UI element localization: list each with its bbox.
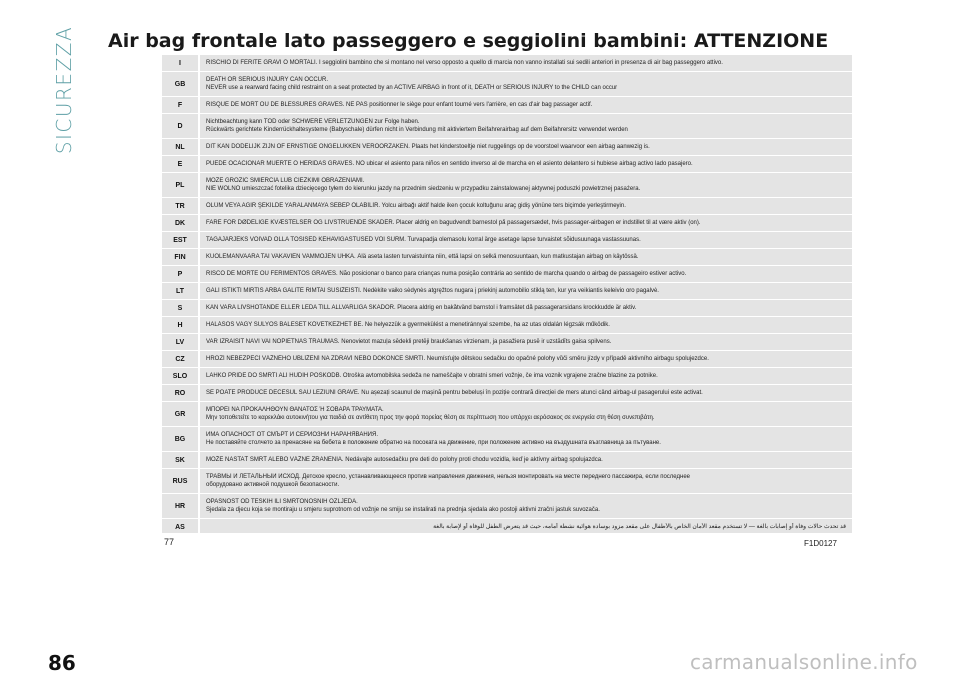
- watermark: carmanualsonline.info: [690, 650, 918, 674]
- warning-line-1: ТРАВМЫ И ЛЕТАЛЬНЫЙ ИСХОД. Детское кресло, устанавливающееся против направления движения, нельзя монтировать на месте переднего пассажира, если последнее: [206, 474, 691, 480]
- warning-line-2: Не поставяйте столчето за пренасяне на бебета в положение обратно на посоката на движение, при положение активно на въздушната възглавница за пътуване.: [206, 440, 661, 446]
- language-code: F: [162, 97, 199, 114]
- warning-line-2: Rückwärts gerichtete Kinderrückhaltesysteme (Babyschale) dürfen nicht in Verbindung mit aktiviertem Beifahrerairbag auf dem Beifahrersitz verwendet werden: [206, 127, 628, 133]
- language-code: RUS: [162, 469, 199, 494]
- warning-text: [199, 385, 852, 402]
- warning-line-2: Μην τοποθετείτε το καρεκλάκι αυτοκινήτου για παιδιά σε αντίθετη προς την φορά πορείας θέση σε περίπτωση που υπάρχει αερόσακος σε ενεργεία στη θέση συνεπιβάτη.: [206, 415, 655, 421]
- warning-text: [199, 249, 852, 266]
- language-code: PL: [162, 173, 199, 198]
- warning-text: [199, 519, 852, 534]
- warning-text: [199, 368, 852, 385]
- warning-line-1: ÖLÜM VEYA AĞIR ŞEKİLDE YARALANMAYA SEBEP OLABİLİR. Yolcu airbağı aktif halde iken çocuk koltuğunu araç gidiş yönüne ters biçimde yerleştirmeyin.: [206, 203, 626, 209]
- table-row: [162, 198, 852, 215]
- warning-text: [199, 72, 852, 97]
- language-code: HR: [162, 494, 199, 519]
- table-row: [162, 232, 852, 249]
- warning-text: [199, 198, 852, 215]
- warning-line-2: оборудовано активной подушкой безопасности.: [206, 482, 340, 488]
- language-code: I: [162, 55, 199, 72]
- warning-line-2: Sjedala za djecu koja se montiraju u smjeru suprotnom od vožnje ne smiju se instalirati na prednja sjedala ako postoji aktivni zračni jastuk suvozača.: [206, 507, 600, 513]
- table-row: [162, 317, 852, 334]
- warning-line-1: Nichtbeachtung kann TOD oder SCHWERE VERLETZUNGEN zur Folge haben.: [206, 119, 420, 125]
- language-code: NL: [162, 139, 199, 156]
- figure-number: 77: [164, 537, 175, 547]
- warning-line-1: KAN VARA LIVSHOTANDE ELLER LEDA TILL ALLVARLIGA SKADOR. Placera aldrig en bakåtvänd barnstol i framsätet då passagerarsidans krockkudde är aktiv.: [206, 305, 637, 311]
- page-heading: Air bag frontale lato passeggero e seggiolini bambini: ATTENZIONE: [108, 30, 829, 52]
- language-code: DK: [162, 215, 199, 232]
- language-code: GB: [162, 72, 199, 97]
- warning-text: [199, 351, 852, 368]
- warning-line-1: GALI IŠTIKTI MIRTIS ARBA GALITE RIMTAI SUSIŽEISTI. Nedėkite vaiko sėdynės atgręžtos nugara į priekinį automobilio stiklą ten, kur yra veikiantis keleivio oro pagalvė.: [206, 288, 659, 294]
- warning-line-1: MÔŽE NASTAŤ SMRŤ ALEBO VÁŽNE ZRANENIA. Nedávajte autosedačku pre deti do polohy proti chodu vozidla, keď je aktívny airbag spolujazdca.: [206, 457, 603, 463]
- section-label: SICUREZZA: [52, 25, 77, 155]
- warning-line-1: VAR IZRAISĪT NĀVI VAI NOPIETNAS TRAUMAS. Nenovietot mazuļa sēdekli pretēji braukšanas virzienam, ja pasažiera pusē ir uzstādīts gaisa spilvens.: [206, 339, 612, 345]
- table-row: [162, 351, 852, 368]
- warning-line-1: ИМА ОПАСНОСТ ОТ СМЪРТ И СЕРИОЗНИ НАРАНЯВАНИЯ.: [206, 432, 378, 438]
- language-code: CZ: [162, 351, 199, 368]
- table-row: [162, 368, 852, 385]
- warning-line-1: OPASNOST OD TEŠKIH ILI SMRTONOSNIH OZLJEDA.: [206, 499, 358, 505]
- table-row: [162, 72, 852, 97]
- warning-line-1: FARE FOR DØDELIGE KVÆSTELSER OG LIVSTRUENDE SKADER. Placer aldrig en bagudvendt barnestol på passagersædet, hvis passager-airbagen er indstillet til at være aktiv (on).: [206, 220, 701, 226]
- table-row: [162, 300, 852, 317]
- language-code: S: [162, 300, 199, 317]
- table-row: [162, 156, 852, 173]
- table-row: [162, 139, 852, 156]
- warning-text: [199, 97, 852, 114]
- language-code: RO: [162, 385, 199, 402]
- table-row: [162, 519, 852, 534]
- language-code: LV: [162, 334, 199, 351]
- table-row: [162, 215, 852, 232]
- language-code: P: [162, 266, 199, 283]
- table-row: [162, 249, 852, 266]
- warning-line-1: KUOLEMANVAARA TAI VAKAVIEN VAMMOJEN UHKA. Älä aseta lasten turvaistuinta niin, että lapsi on selkä menosuuntaan, kun matkustajan airbag on käytössä.: [206, 254, 639, 260]
- language-code: EST: [162, 232, 199, 249]
- warning-text: [199, 139, 852, 156]
- table-row: [162, 97, 852, 114]
- table-row: [162, 402, 852, 427]
- table-row: [162, 283, 852, 300]
- table-row: [162, 452, 852, 469]
- warning-text: [199, 300, 852, 317]
- warning-text: [199, 283, 852, 300]
- language-code: BG: [162, 427, 199, 452]
- warning-text: [199, 469, 852, 494]
- table-row: [162, 266, 852, 283]
- warning-line-1: DIT KAN DODELIJK ZIJN OF ERNSTIGE ONGELUKKEN VEROORZAKEN. Plaats het kinderstoeltje niet ruggelings op de voorstoel waarvoor een airbag aanwezig is.: [206, 144, 650, 150]
- warning-line-1: RISCO DE MORTE OU FERIMENTOS GRAVES. Não posicionar o banco para crianças numa posição contrária ao sentido de marcha quando o airbag de passageiro estiver activo.: [206, 271, 687, 277]
- warning-text: [199, 334, 852, 351]
- language-code: D: [162, 114, 199, 139]
- language-code: FIN: [162, 249, 199, 266]
- language-code: AS: [162, 519, 199, 534]
- warning-line-1: DEATH OR SERIOUS INJURY CAN OCCUR.: [206, 77, 329, 83]
- table-row: [162, 469, 852, 494]
- warning-line-1: MOŻE GROZIĆ ŚMIERCIA LUB CIEŻKIMI OBRAŻENIAMI.: [206, 178, 365, 184]
- language-code: SLO: [162, 368, 199, 385]
- warning-line-2: NIE WOLNO umieszczać fotelika dziecięcego tyłem do kierunku jazdy na przednim siedzeniu w przypadku zainstalowanej aktywnej poduszki powietrznej pasażera.: [206, 186, 641, 192]
- warning-line-1: ΜΠΟΡΕΙ ΝΑ ΠΡΟΚΑΛΗΘΟΥΝ ΘΑΝΑΤΟΣ Ή ΣΟΒΑΡΑ ΤΡΑΥΜΑΤΑ.: [206, 407, 384, 413]
- warning-text: [199, 317, 852, 334]
- table-row: [162, 173, 852, 198]
- warning-line-1: RISCHIO DI FERITE GRAVI O MORTALI. I seggiolini bambino che si montano nel verso opposto a quello di marcia non vanno installati sui sedili anteriori in presenza di air bag passeggero attivo.: [206, 60, 723, 66]
- section-side-tab: [48, 22, 80, 158]
- warning-text: [199, 494, 852, 519]
- warning-line-1: SE POATE PRODUCE DECESUL SAU LEZIUNI GRAVE. Nu așezați scaunul de mașină pentru bebeluși în poziție contrară direcției de mers atunci când airbag-ul pasagerului este activat.: [206, 390, 703, 396]
- warning-text: [199, 232, 852, 249]
- warning-line-1: TAGAJÄRJEKS VÕIVAD OLLA TÕSISED KEHAVIGASTUSED VÕI SURM. Turvapadja olemasolu korral ärge asetage lapse turvaistet sõidusuunaga vastassuunas.: [206, 237, 641, 243]
- language-code: LT: [162, 283, 199, 300]
- table-row: [162, 114, 852, 139]
- warning-text: [199, 215, 852, 232]
- warning-line-1: HALÁSOS VAGY SÚLYOS BALESET KÖVETKEZHET BE. Ne helyezzük a gyermekülést a menetiránnyal szembe, ha az utas oldalán légzsák működik.: [206, 322, 610, 328]
- warning-text: [199, 156, 852, 173]
- warning-line-1: HROZÍ NEBEZPEČÍ VÁŽNÉHO UBLÍŽENÍ NA ZDRAVÍ NEBO DOKONCE SMRTI. Neumísťujte dětskou sedačku do opačné polohy vůči směru jízdy v případě aktivního airbagu spolujezdce.: [206, 356, 709, 362]
- language-code: GR: [162, 402, 199, 427]
- warning-text: [199, 402, 852, 427]
- table-row: [162, 385, 852, 402]
- language-code: H: [162, 317, 199, 334]
- language-code: E: [162, 156, 199, 173]
- warning-line-1: PUEDE OCACIONAR MUERTE O HERIDAS GRAVES. NO ubicar el asiento para niños en sentido inverso al de marcha en el asiento delantero si hubiese airbag activo lado pasajero.: [206, 161, 693, 167]
- warning-line-2: NEVER use a rearward facing child restraint on a seat protected by an ACTIVE AIRBAG in front of it, DEATH or SERIOUS INJURY to the CHILD can occur: [206, 85, 618, 91]
- table-row: [162, 334, 852, 351]
- page-number: 86: [48, 651, 76, 675]
- language-code: TR: [162, 198, 199, 215]
- language-code: SK: [162, 452, 199, 469]
- language-warning-table: [162, 55, 852, 533]
- warning-text: [199, 427, 852, 452]
- warning-text: [199, 452, 852, 469]
- warning-figure: [162, 55, 852, 533]
- table-row: [162, 55, 852, 72]
- table-row: [162, 494, 852, 519]
- warning-text: [199, 114, 852, 139]
- table-row: [162, 427, 852, 452]
- warning-line-1: LAHKO PRIDE DO SMRTI ALI HUDIH POŠKODB. Otroška avtomobilska sedeža ne nameščajte v obratni smeri vožnje, če ima voznik vgrajene zračne blazine za potnike.: [206, 373, 658, 379]
- warning-text: [199, 266, 852, 283]
- warning-line-1: RISQUE DE MORT OU DE BLESSURES GRAVES. NE PAS positionner le siège pour enfant tourné vers l'arrière, en cas d'air bag passager actif.: [206, 102, 593, 108]
- warning-text: [199, 173, 852, 198]
- figure-code: F1D0127: [804, 539, 837, 548]
- warning-line-1: قد تحدث حالات وفاة أو إصابات بالغة — لا تستخدم مقعد الأمان الخاص بالأطفال على مقعد مزود بوسادة هوائية نشطة أمامه، حيث قد يتعرض الطفل للوفاة أو لإصابة بالغة: [433, 524, 846, 530]
- warning-text: [199, 55, 852, 72]
